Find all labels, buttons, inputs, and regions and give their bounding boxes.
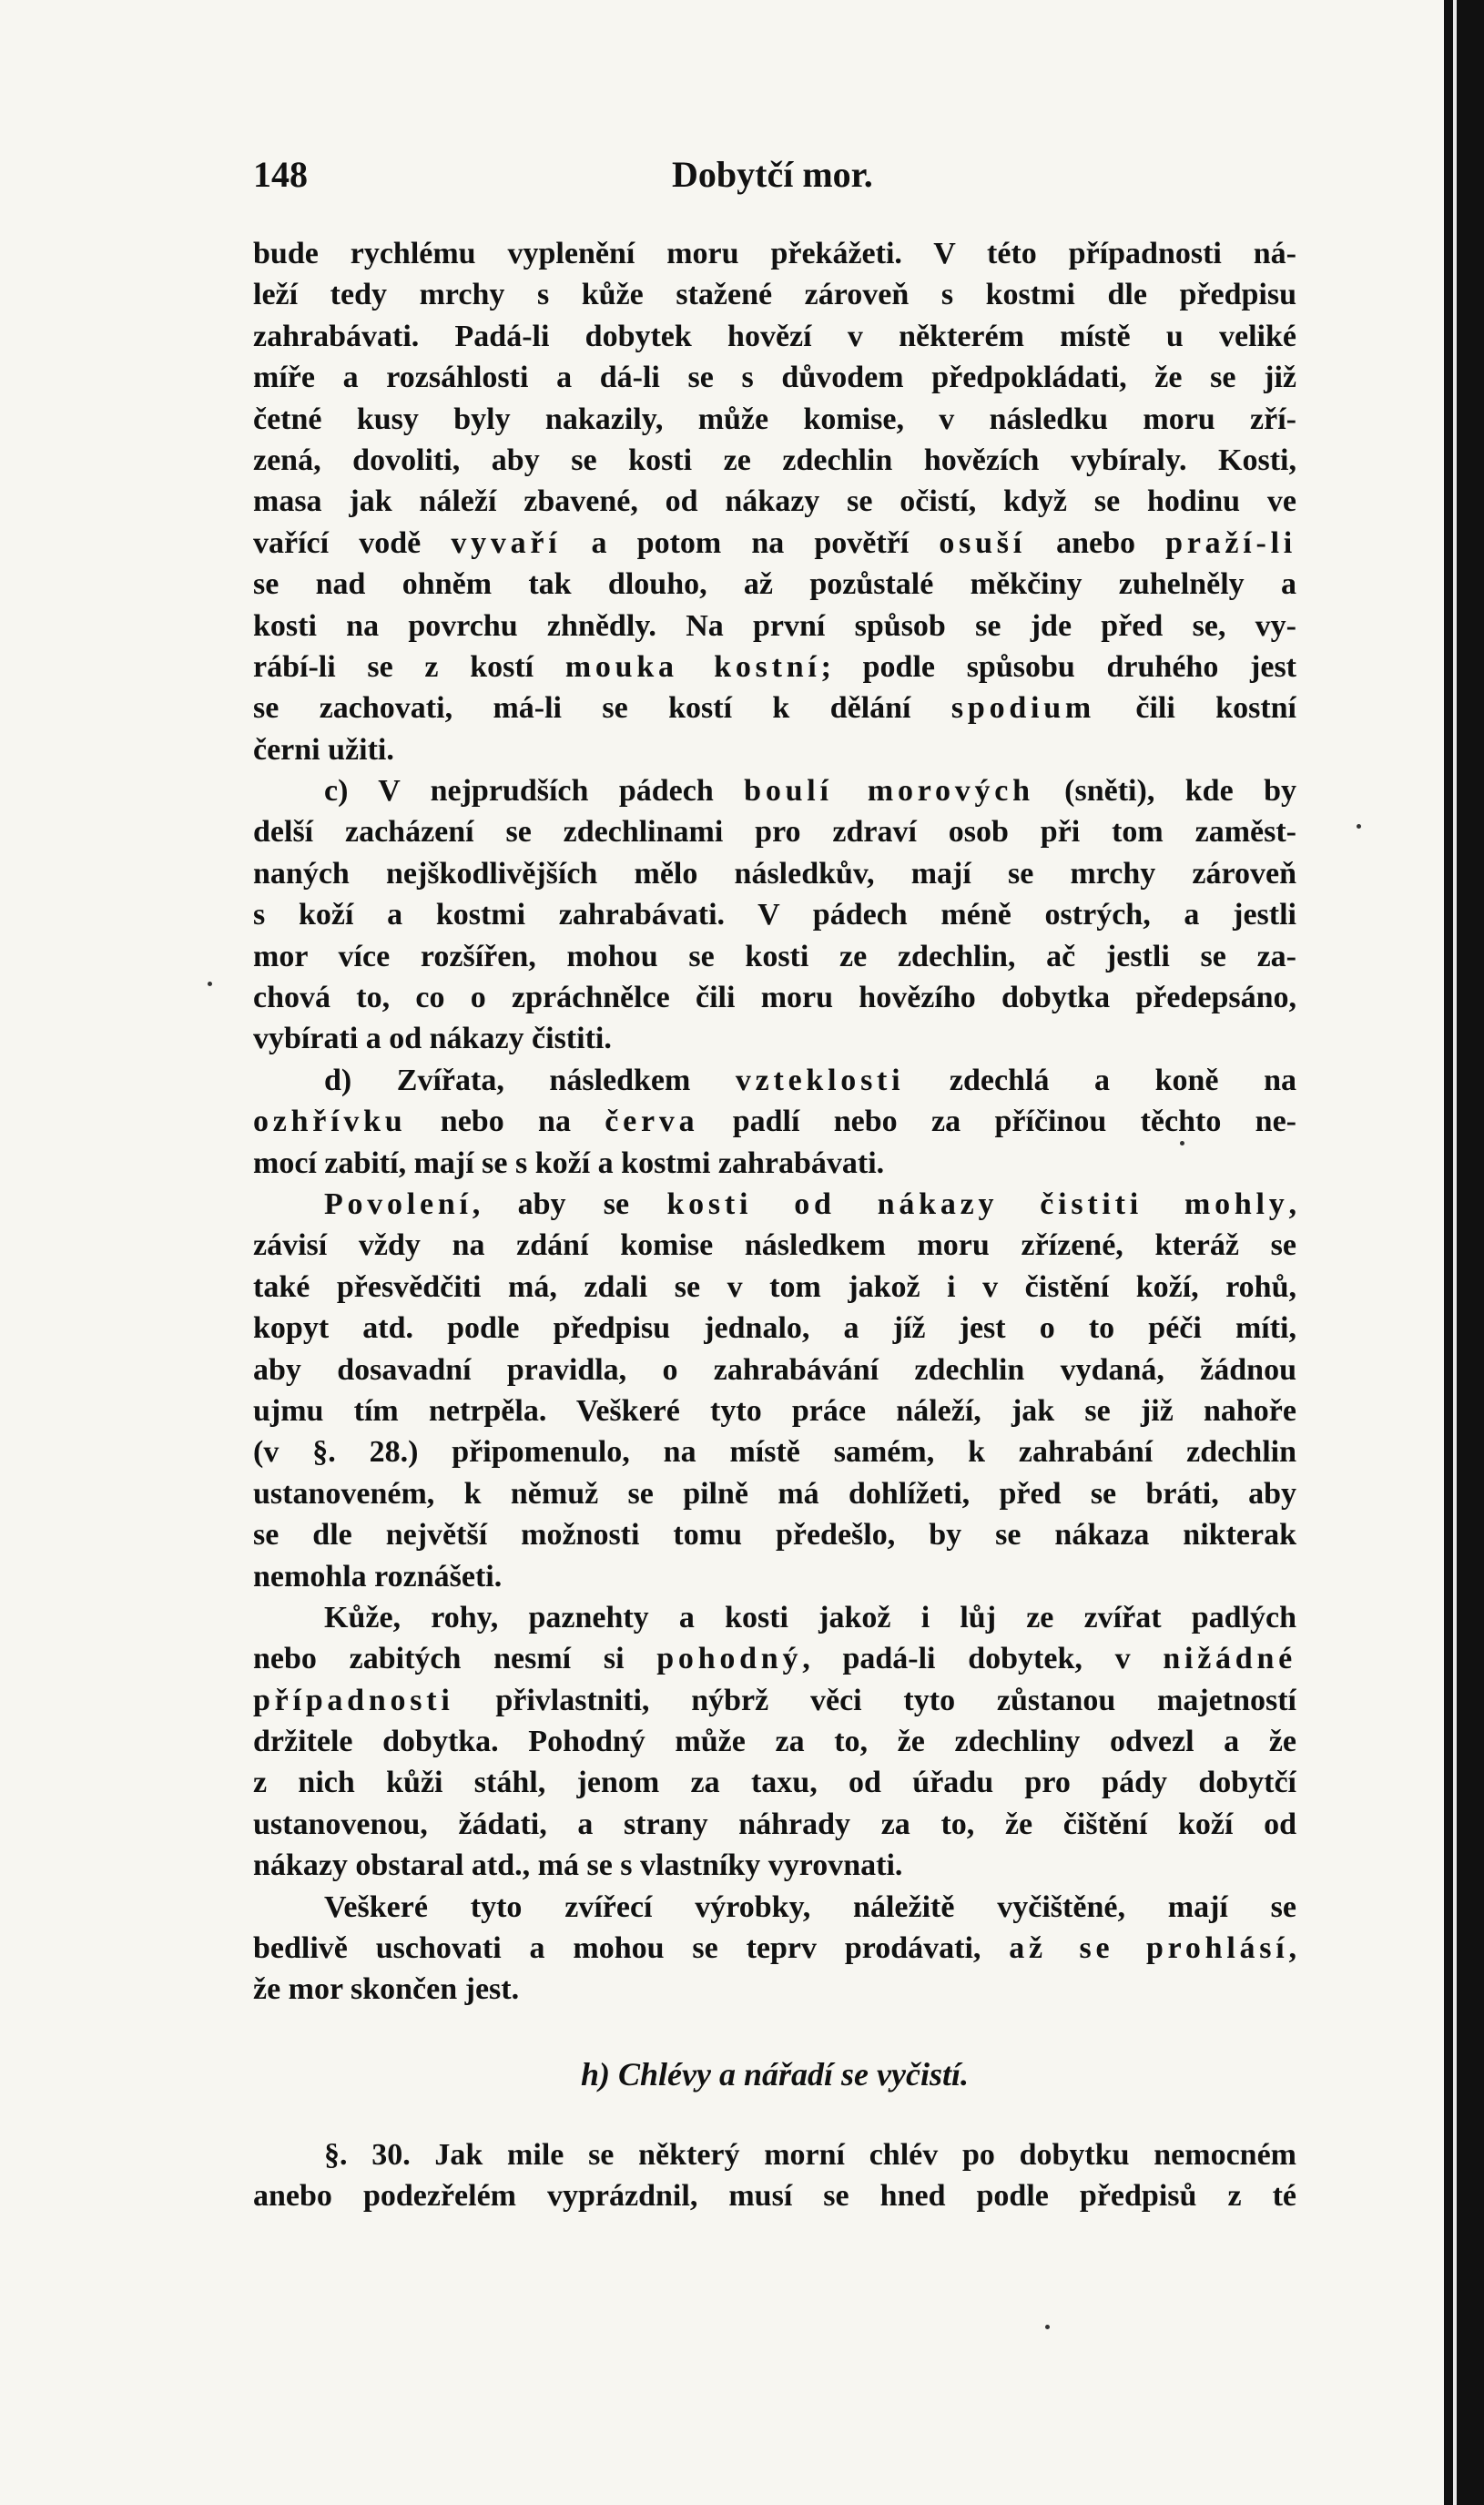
spaced-word: Povolení — [324, 1186, 473, 1221]
text-line: že mor skončen jest. — [253, 1972, 520, 2007]
spaced-word: vzteklosti — [735, 1063, 905, 1097]
spaced-word: ozhřívku — [253, 1105, 407, 1139]
text-line: naných nejškodlivějších mělo následkův, mají se mrchy zároveň — [253, 856, 1296, 891]
text-line: (v §. 28.) připomenulo, na místě samém, k zahrabání zdechlin — [253, 1435, 1296, 1470]
text-line: ustanoveném, k němuž se pilně má dohlížeti, před se bráti, aby — [253, 1476, 1296, 1511]
text-line: ustanovenou, žádati, a strany náhrady za to, že čištění koží od — [253, 1807, 1296, 1841]
text-line: bude rychlému vyplenění moru překážeti. V této případnosti ná- — [253, 237, 1296, 270]
text-line: zahrabávati. Padá-li dobytek hovězí v některém místě u veliké — [253, 319, 1296, 353]
text-line: aby dosavadní pravidla, o zahrabávání zdechlin vydaná, žádnou — [253, 1352, 1296, 1387]
spaced-word: nižádné — [1163, 1642, 1296, 1676]
text-line: masa jak náleží zbavené, od nákazy se očistí, když se hodinu ve — [253, 484, 1296, 519]
spaced-word: mouka kostní — [564, 649, 821, 684]
text-line: d) Zvířata, následkem vzteklosti zdechlá a koně na — [324, 1063, 1296, 1097]
text-line: anebo podezřelém vyprázdnil, musí se hned podle předpisů z té — [253, 2179, 1296, 2214]
ink-speck — [208, 982, 212, 986]
spaced-word: kosti od nákazy čistiti mohly — [666, 1186, 1289, 1221]
ink-speck — [1357, 824, 1361, 829]
text-line: se nad ohněm tak dlouho, až pozůstalé měkčiny zuhelněly a — [253, 567, 1296, 602]
spaced-word: červa — [605, 1105, 699, 1139]
text-line: také přesvědčiti má, zdali se v tom jakož i v čistění koží, rohů, — [253, 1269, 1296, 1304]
running-head: Dobytčí mor. — [672, 154, 873, 195]
spaced-word: vyvaří — [451, 525, 562, 560]
text-line: rábí-li se z kostí mouka kostní; podle spůsobu druhého jest — [253, 649, 1296, 684]
text-line: §. 30. Jak mile se některý morní chlév po dobytku nemocném — [324, 2137, 1296, 2172]
text-line: Povolení, aby se kosti od nákazy čistiti mohly, — [324, 1186, 1296, 1221]
ink-speck — [1045, 2325, 1050, 2329]
page-number: 148 — [253, 154, 308, 195]
text-line: delší zacházení se zdechlinami pro zdraví osob při tom zaměst- — [253, 815, 1296, 850]
text-line: nemohla roznášeti. — [253, 1559, 503, 1594]
text-line: kopyt atd. podle předpisu jednalo, a jíž jest o to péči míti, — [253, 1311, 1296, 1346]
text-line: mocí zabití, mají se s koží a kostmi zahrabávati. — [253, 1146, 885, 1180]
text-line: černi užiti. — [253, 732, 394, 767]
text-line: míře a rozsáhlosti a dá-li se s důvodem předpokládati, že se již — [253, 361, 1296, 395]
spaced-word: pohodný — [656, 1642, 803, 1676]
section-heading: h) Chlévy a nářadí se vyčistí. — [581, 2055, 969, 2093]
text-line: Kůže, rohy, paznehty a kosti jakož i lůj ze zvířat padlých — [324, 1600, 1296, 1634]
text-line: případnosti přivlastniti, nýbrž věci tyto zůstanou majetností — [253, 1683, 1296, 1717]
text-line: s koží a kostmi zahrabávati. V pádech méně ostrých, a jestli — [253, 898, 1296, 932]
text-line: nebo zabitých nesmí si pohodný, padá-li dobytek, v nižádné — [253, 1642, 1296, 1676]
text-line: nákazy obstaral atd., má se s vlastníky vyrovnati. — [253, 1848, 903, 1883]
text-line: mor více rozšířen, mohou se kosti ze zdechlin, ač jestli se za- — [253, 939, 1296, 973]
text-line: chová to, co o zpráchnělce čili moru hovězího dobytka předepsáno, — [253, 981, 1296, 1015]
text-line: ozhřívku nebo na červa padlí nebo za příčinou těchto ne- — [253, 1105, 1296, 1139]
text-line: vybírati a od nákazy čistiti. — [253, 1022, 612, 1056]
text-line: se dle největší možnosti tomu předešlo, by se nákaza nikterak — [253, 1518, 1296, 1553]
spaced-word: boulí morových — [744, 774, 1034, 809]
text-line: leží tedy mrchy s kůže stažené zároveň s kostmi dle předpisu — [253, 278, 1296, 312]
spaced-word: případnosti — [253, 1683, 454, 1717]
text-line: bedlivě uschovati a mohou se teprv prodávati, až se prohlásí, — [253, 1931, 1296, 1966]
text-line: ujmu tím netrpěla. Veškeré tyto práce náleží, jak se již nahoře — [253, 1393, 1296, 1428]
scan-border-strip — [1444, 0, 1484, 2505]
text-line: závisí vždy na zdání komise následkem moru zřízené, kteráž se — [253, 1228, 1296, 1263]
scan-border-line — [1453, 0, 1457, 2505]
spaced-word: až se prohlásí — [1009, 1931, 1289, 1966]
text-line: vařící vodě vyvaří a potom na povětří osuší anebo praží-li — [253, 525, 1296, 560]
text-line: c) V nejprudších pádech boulí morových (sněti), kde by — [324, 774, 1296, 809]
page-header — [253, 153, 1296, 204]
spaced-word: osuší — [939, 525, 1026, 560]
spaced-word: praží-li — [1165, 525, 1296, 560]
text-line: kosti na povrchu zhnědly. Na první spůsob se jde před se, vy- — [253, 608, 1296, 643]
text-line: zená, dovoliti, aby se kosti ze zdechlin hovězích vybíraly. Kosti, — [253, 443, 1296, 477]
spacer — [253, 2011, 1296, 2047]
text-line: se zachovati, má-li se kostí k dělání spodium čili kostní — [253, 691, 1296, 726]
text-line: četné kusy byly nakazily, může komise, v následku moru zří- — [253, 402, 1296, 436]
spacer — [253, 2102, 1296, 2134]
text-line: Veškeré tyto zvířecí výrobky, náležitě vyčištěné, mají se — [324, 1889, 1296, 1924]
text-line: držitele dobytka. Pohodný může za to, že zdechliny odvezl a že — [253, 1725, 1296, 1759]
text-line: z nich kůži stáhl, jenom za taxu, od úřadu pro pády dobytčí — [253, 1766, 1296, 1800]
body-text — [253, 233, 1296, 2217]
spaced-word: spodium — [950, 691, 1095, 726]
